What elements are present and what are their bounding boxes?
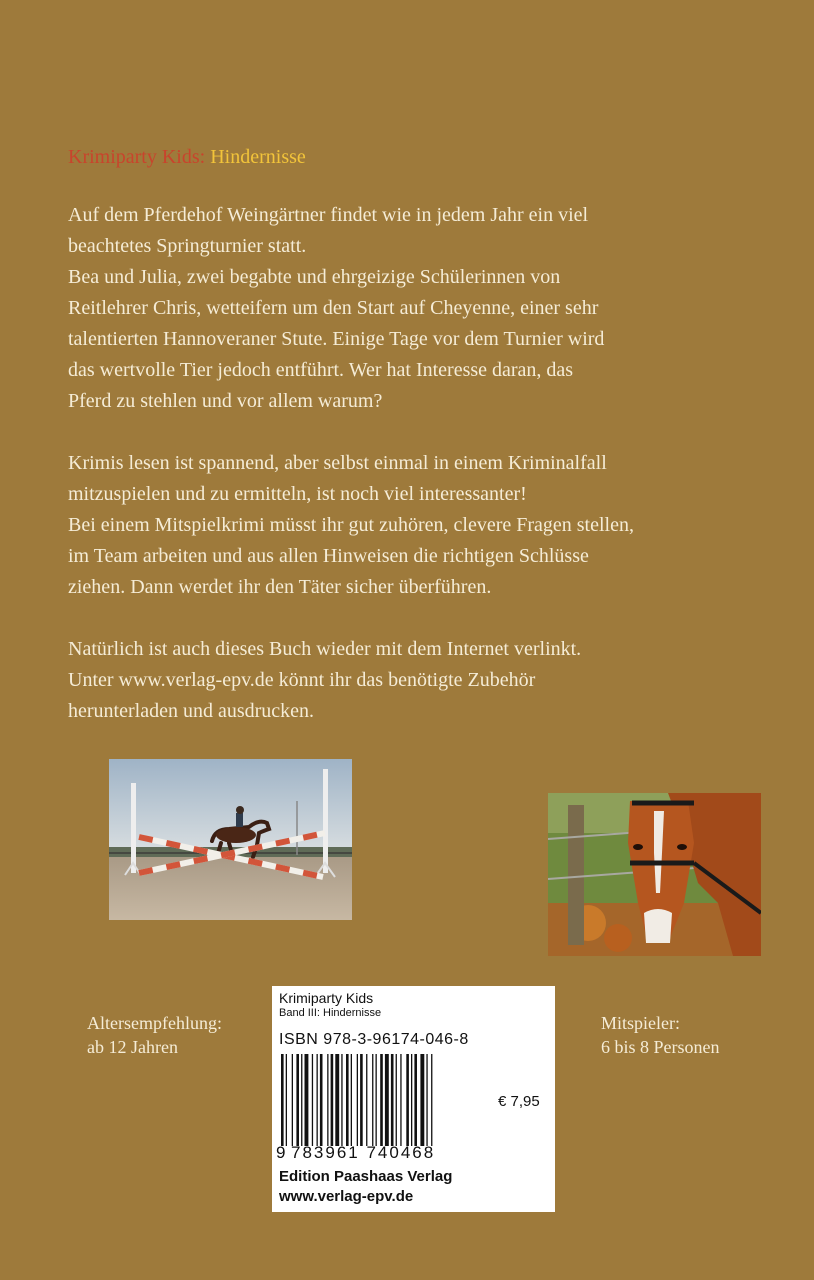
barcode-bar xyxy=(335,1054,339,1146)
show-jumping-photo xyxy=(109,759,352,920)
barcode-digits-main: 783961 740468 xyxy=(291,1143,436,1162)
barcode-bar xyxy=(286,1054,287,1146)
barcode-digit-lead: 9 xyxy=(276,1143,288,1162)
barcode-bar xyxy=(351,1054,352,1146)
barcode-bar xyxy=(327,1054,328,1146)
players-info xyxy=(601,1011,720,1059)
barcode-bar xyxy=(380,1054,383,1146)
barcode-bar xyxy=(292,1054,293,1146)
barcode-bar xyxy=(305,1054,309,1146)
barcode-bar xyxy=(400,1054,401,1146)
blurb-line: Bea und Julia, zwei begabte und ehrgeizige Schülerinnen von xyxy=(68,266,561,288)
barcode-bar xyxy=(396,1054,397,1146)
barcode-bar xyxy=(376,1054,377,1146)
barcode-bar xyxy=(320,1054,323,1146)
age-label: Altersempfehlung: xyxy=(87,1013,222,1033)
blurb-line: Auf dem Pferdehof Weingärtner findet wie in jedem Jahr ein viel xyxy=(68,204,589,226)
barcode-bar xyxy=(426,1054,427,1146)
blurb-line: Unter www.verlag-epv.de könnt ihr das benötigte Zubehör xyxy=(68,669,536,691)
barcode-price: € 7,95 xyxy=(498,1093,540,1110)
barcode-bar xyxy=(431,1054,432,1146)
barcode-publisher: Edition Paashaas Verlag xyxy=(279,1168,453,1185)
players-value: 6 bis 8 Personen xyxy=(601,1037,720,1057)
blurb-line: das wertvolle Tier jedoch entführt. Wer hat Interesse daran, das xyxy=(68,359,574,381)
age-value: ab 12 Jahren xyxy=(87,1037,178,1057)
barcode-bar xyxy=(312,1054,313,1146)
barcode-bar xyxy=(414,1054,417,1146)
blurb-line: Natürlich ist auch dieses Buch wieder mit dem Internet verlinkt. xyxy=(68,638,582,660)
barcode-bar xyxy=(360,1054,363,1146)
blurb-line: mitzuspielen und zu ermitteln, ist noch viel interessanter! xyxy=(68,483,527,505)
age-recommendation xyxy=(87,1011,222,1059)
blurb-line: Bei einem Mitspielkrimi müsst ihr gut zuhören, clevere Fragen stellen, xyxy=(68,514,634,536)
barcode-bars xyxy=(281,1054,487,1146)
barcode-bar xyxy=(411,1054,412,1146)
barcode-bar xyxy=(296,1054,299,1146)
blurb-line: im Team arbeiten und aus allen Hinweisen die richtigen Schlüsse xyxy=(68,545,589,567)
barcode-url: www.verlag-epv.de xyxy=(279,1188,414,1205)
back-cover-title xyxy=(68,146,306,169)
blurb-paragraph-1 xyxy=(68,200,758,417)
barcode-bar xyxy=(341,1054,342,1146)
blurb-line: beachtetes Springturnier statt. xyxy=(68,235,307,257)
barcode-bar xyxy=(281,1054,284,1146)
blurb-line: ziehen. Dann werdet ihr den Täter sicher überführen. xyxy=(68,576,492,598)
blurb-line: Pferd zu stehlen und vor allem warum? xyxy=(68,390,383,412)
blurb-paragraph-2 xyxy=(68,448,758,603)
barcode-bar xyxy=(372,1054,373,1146)
barcode-bar xyxy=(346,1054,349,1146)
barcode-label xyxy=(272,986,555,1212)
barcode-series: Krimiparty Kids xyxy=(279,990,374,1006)
blurb-paragraph-3 xyxy=(68,634,758,727)
barcode-bar xyxy=(357,1054,358,1146)
title-name: Hindernisse xyxy=(210,146,306,168)
blurb-line: Krimis lesen ist spannend, aber selbst einmal in einem Kriminalfall xyxy=(68,452,607,474)
barcode-bar xyxy=(331,1054,334,1146)
horse-portrait-photo xyxy=(548,793,761,956)
barcode-bar xyxy=(406,1054,409,1146)
players-label: Mitspieler: xyxy=(601,1013,680,1033)
title-series: Krimiparty Kids: xyxy=(68,146,206,168)
barcode-bar xyxy=(301,1054,302,1146)
barcode-band: Band III: Hindernisse xyxy=(279,1007,382,1019)
barcode-isbn: ISBN 978-3-96174-046-8 xyxy=(279,1031,469,1048)
blurb-line: Reitlehrer Chris, wetteifern um den Start auf Cheyenne, einer sehr xyxy=(68,297,599,319)
barcode-bar xyxy=(420,1054,424,1146)
barcode-bar xyxy=(385,1054,389,1146)
barcode-bar xyxy=(391,1054,394,1146)
barcode-bar xyxy=(366,1054,367,1146)
blurb-line: herunterladen und ausdrucken. xyxy=(68,700,315,722)
barcode-bar xyxy=(317,1054,318,1146)
blurb-line: talentierten Hannoveraner Stute. Einige Tage vor dem Turnier wird xyxy=(68,328,605,350)
